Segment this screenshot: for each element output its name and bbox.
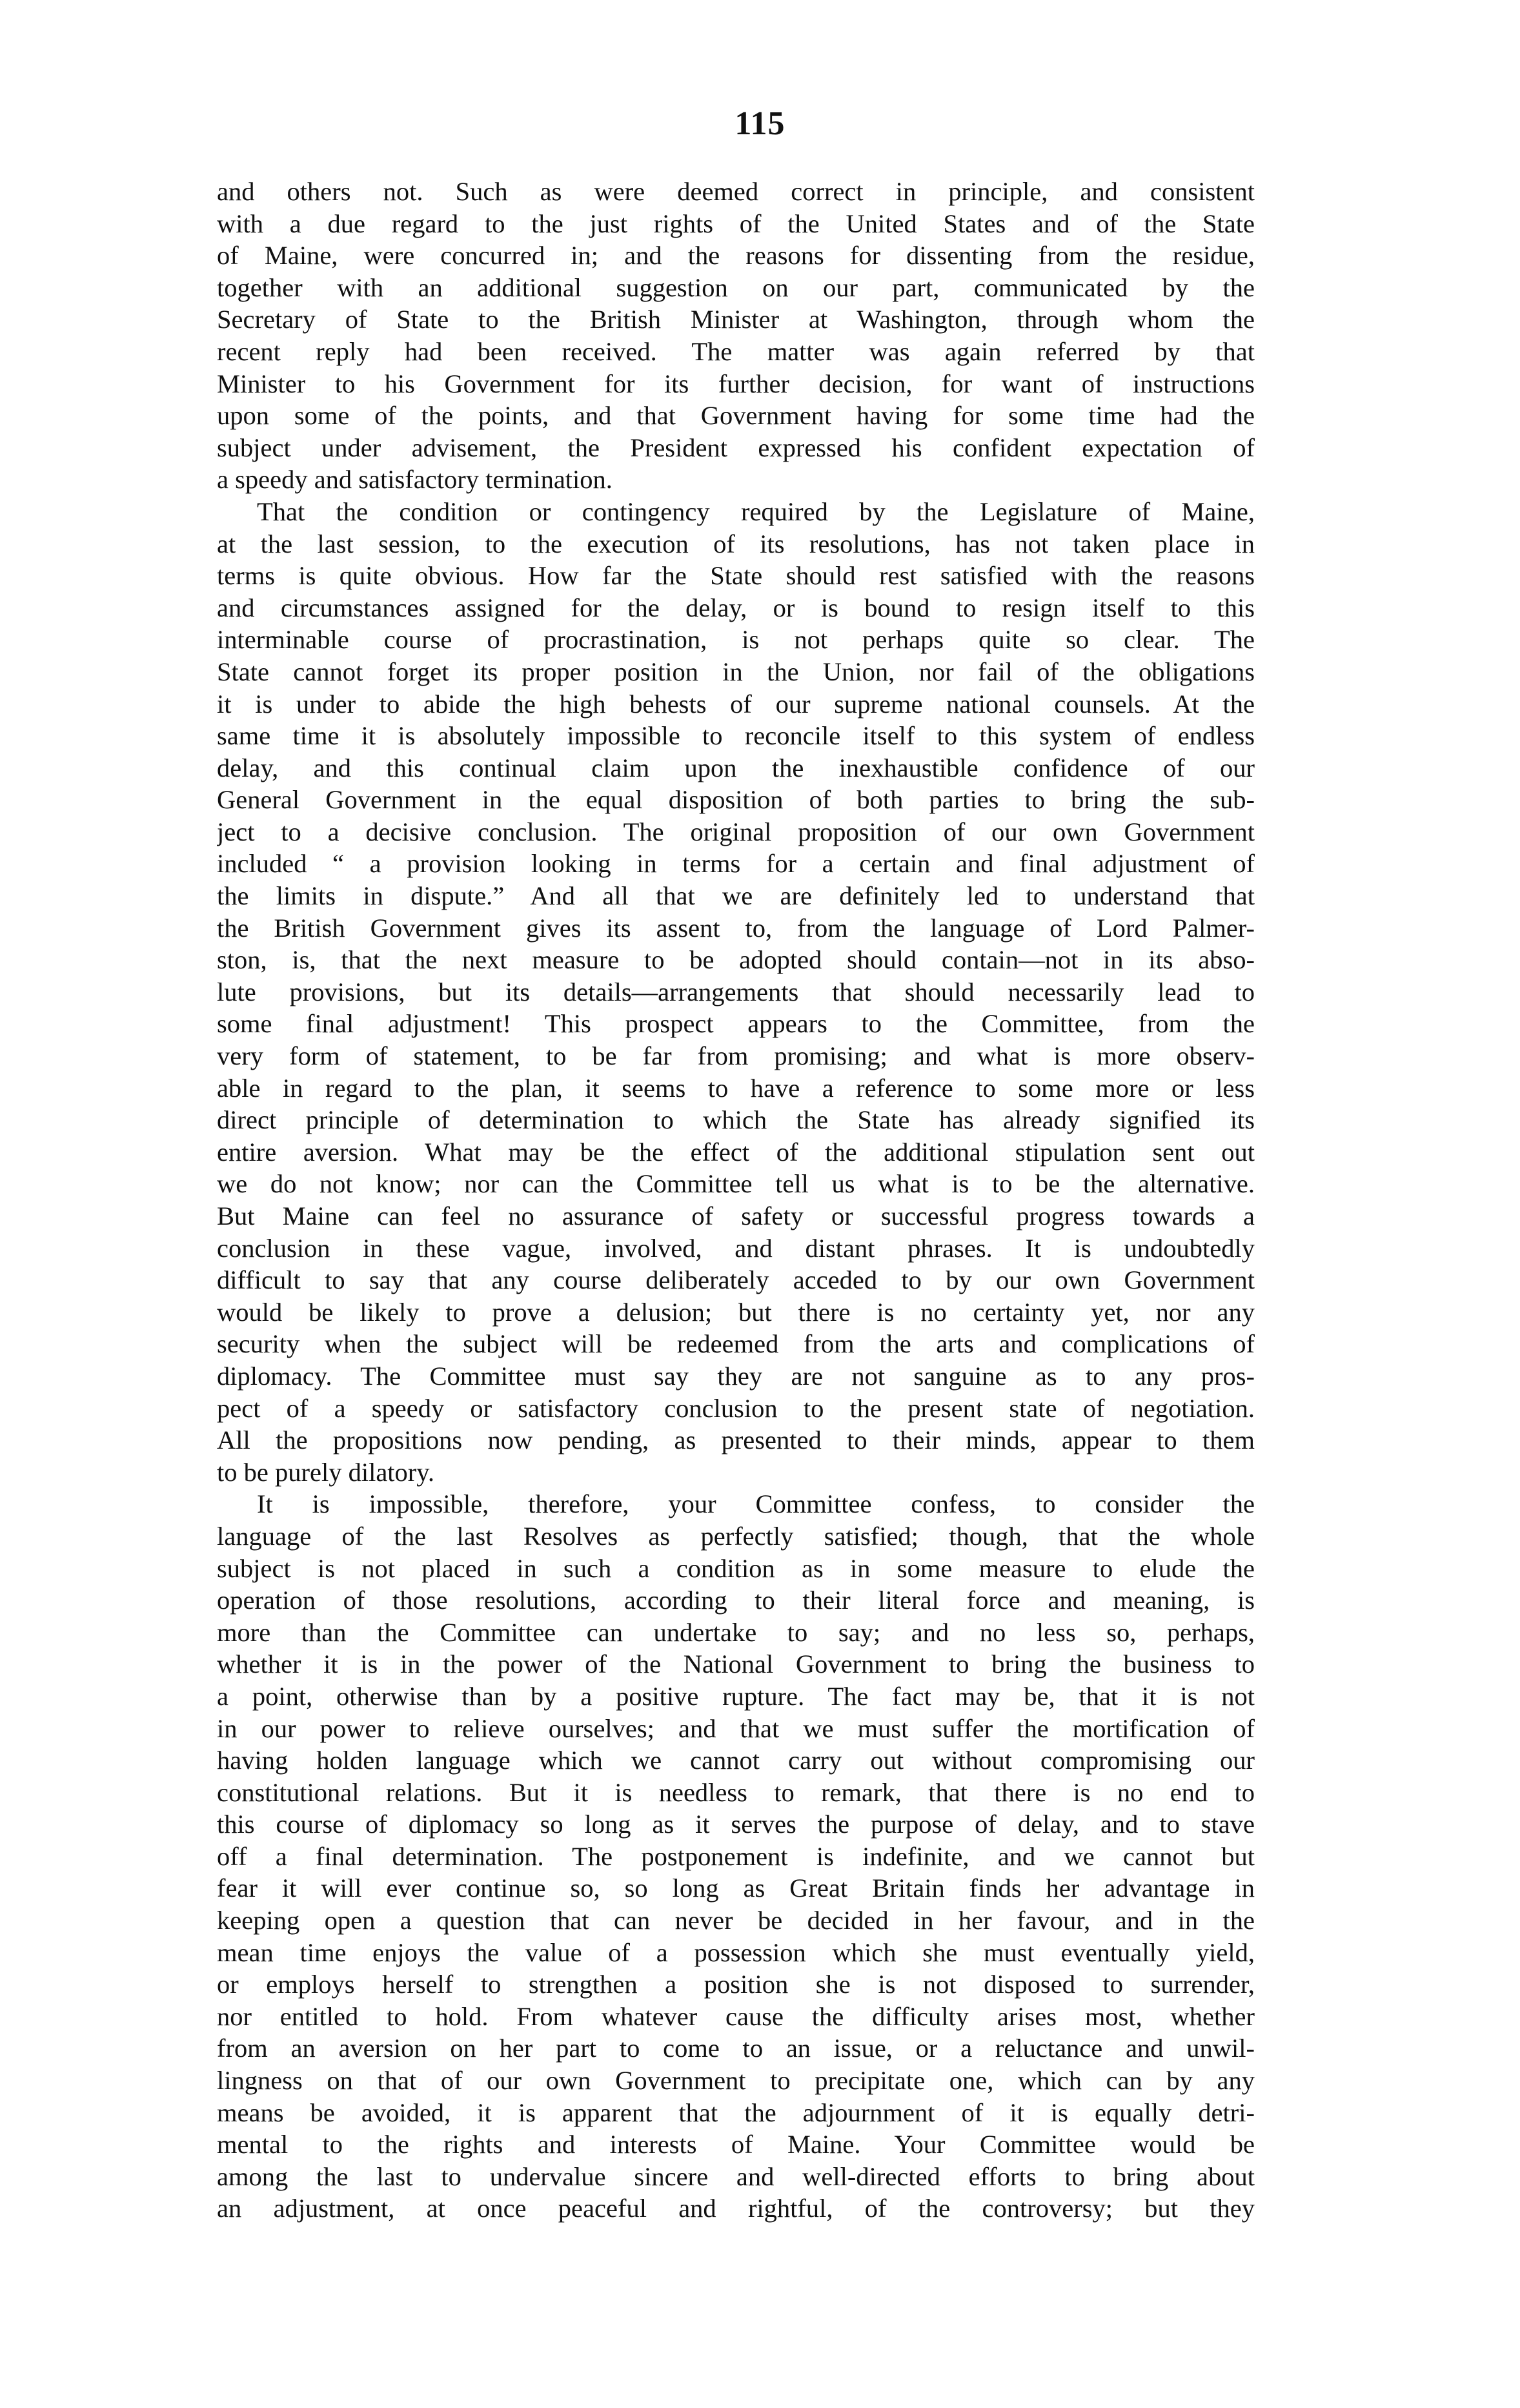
text-line: State cannot forget its proper position in the Union, nor fail of the obligations [217, 657, 1255, 686]
text-line: together with an additional suggestion on our part, communicated by the [217, 272, 1255, 302]
text-line: difficult to say that any course deliberately acceded to by our own Government [217, 1265, 1255, 1295]
text-line: some final adjustment! This prospect appears to the Committee, from the [217, 1009, 1255, 1039]
text-line: would be likely to prove a delusion; but there is no certainty yet, nor any [217, 1297, 1255, 1327]
text-line: it is under to abide the high behests of our supreme national counsels. At the [217, 689, 1255, 719]
text-line: we do not know; nor can the Committee tell us what is to be the alternative. [217, 1169, 1255, 1199]
text-line: the British Government gives its assent to, from the language of Lord Palmer- [217, 913, 1255, 943]
text-line: Minister to his Government for its further decision, for want of instructions [217, 369, 1255, 398]
text-line: of Maine, were concurred in; and the reasons for dissenting from the residue, [217, 241, 1255, 270]
text-line: recent reply had been received. The matter was again referred by that [217, 336, 1255, 366]
text-line: conclusion in these vague, involved, and distant phrases. It is undoubtedly [217, 1233, 1255, 1263]
text-line: subject is not placed in such a condition as in some measure to elude the [217, 1553, 1255, 1583]
text-line: ject to a decisive conclusion. The original proposition of our own Government [217, 817, 1255, 846]
page-number: 115 [735, 105, 785, 142]
text-line: able in regard to the plan, it seems to have a reference to some more or less [217, 1073, 1255, 1103]
text-line: diplomacy. The Committee must say they are not sanguine as to any pros- [217, 1361, 1255, 1391]
text-line: mean time enjoys the value of a possession which she must eventually yield, [217, 1937, 1255, 1967]
text-line: and circumstances assigned for the delay, or is bound to resign itself to this [217, 593, 1255, 622]
text-line: language of the last Resolves as perfectly satisfied; though, that the whole [217, 1521, 1255, 1551]
text-line: with a due regard to the just rights of the United States and of the State [217, 209, 1255, 238]
text-line: lingness on that of our own Government to precipitate one, which can by any [217, 2066, 1255, 2096]
text-line: same time it is absolutely impossible to reconcile itself to this system of endless [217, 721, 1255, 751]
text-line: entire aversion. What may be the effect of the additional stipulation sent out [217, 1137, 1255, 1167]
text-line: All the propositions now pending, as presented to their minds, appear to them [217, 1425, 1255, 1455]
text-line: means be avoided, it is apparent that the adjournment of it is equally detri- [217, 2097, 1255, 2127]
text-line: ston, is, that the next measure to be adopted should contain—not in its abso- [217, 945, 1255, 975]
text-line: among the last to undervalue sincere and well-directed efforts to bring about [217, 2161, 1255, 2191]
text-line: pect of a speedy or satisfactory conclusion to the present state of negotiation. [217, 1393, 1255, 1423]
text-line: Secretary of State to the British Minister at Washington, through whom the [217, 305, 1255, 334]
text-line: more than the Committee can undertake to say; and no less so, perhaps, [217, 1617, 1255, 1647]
text-line: or employs herself to strengthen a position she is not disposed to surrender, [217, 1970, 1255, 1999]
text-line: from an aversion on her part to come to an issue, or a reluctance and unwil- [217, 2034, 1255, 2063]
text-line: the limits in dispute.” And all that we are definitely led to understand that [217, 881, 1255, 911]
text-line: this course of diplomacy so long as it serves the purpose of delay, and to stave [217, 1810, 1255, 1839]
text-line: constitutional relations. But it is needless to remark, that there is no end to [217, 1777, 1255, 1807]
text-line: That the condition or contingency required by the Legislature of Maine, [257, 496, 1255, 526]
text-line: fear it will ever continue so, so long as Great Britain finds her advantage in [217, 1873, 1255, 1903]
text-line: direct principle of determination to which the State has already signified its [217, 1105, 1255, 1135]
text-line: interminable course of procrastination, is not perhaps quite so clear. The [217, 625, 1255, 655]
text-line: very form of statement, to be far from promising; and what is more observ- [217, 1041, 1255, 1071]
text-line: off a final determination. The postponement is indefinite, and we cannot but [217, 1841, 1255, 1871]
text-line: mental to the rights and interests of Maine. Your Committee would be [217, 2130, 1255, 2159]
text-line: in our power to relieve ourselves; and that we must suffer the mortification of [217, 1713, 1255, 1743]
text-line: keeping open a question that can never be decided in her favour, and in the [217, 1906, 1255, 1935]
text-line: General Government in the equal disposition of both parties to bring the sub- [217, 785, 1255, 815]
text-line: security when the subject will be redeemed from the arts and complications of [217, 1329, 1255, 1359]
text-line: to be purely dilatory. [217, 1457, 435, 1487]
text-line: a point, otherwise than by a positive rupture. The fact may be, that it is not [217, 1681, 1255, 1711]
text-line: terms is quite obvious. How far the State should rest satisfied with the reasons [217, 561, 1255, 591]
text-line: lute provisions, but its details—arrangements that should necessarily lead to [217, 977, 1255, 1006]
text-line: included “ a provision looking in terms for a certain and final adjustment of [217, 849, 1255, 879]
text-line: and others not. Such as were deemed correct in principle, and consistent [217, 177, 1255, 206]
text-line: a speedy and satisfactory termination. [217, 465, 613, 495]
text-line: at the last session, to the execution of its resolutions, has not taken place in [217, 529, 1255, 558]
text-line: operation of those resolutions, according to their literal force and meaning, is [217, 1586, 1255, 1615]
text-line: It is impossible, therefore, your Committee confess, to consider the [257, 1489, 1255, 1519]
text-line: an adjustment, at once peaceful and rightful, of the controversy; but they [217, 2194, 1255, 2223]
text-line: nor entitled to hold. From whatever cause the difficulty arises most, whether [217, 2001, 1255, 2031]
text-line: subject under advisement, the President expressed his confident expectation of [217, 433, 1255, 462]
text-line: having holden language which we cannot carry out without compromising our [217, 1746, 1255, 1775]
text-line: whether it is in the power of the National Government to bring the business to [217, 1649, 1255, 1679]
text-line: upon some of the points, and that Government having for some time had the [217, 401, 1255, 431]
body-text [217, 176, 1255, 2225]
text-line: But Maine can feel no assurance of safety or successful progress towards a [217, 1201, 1255, 1230]
text-line: delay, and this continual claim upon the inexhaustible confidence of our [217, 753, 1255, 782]
